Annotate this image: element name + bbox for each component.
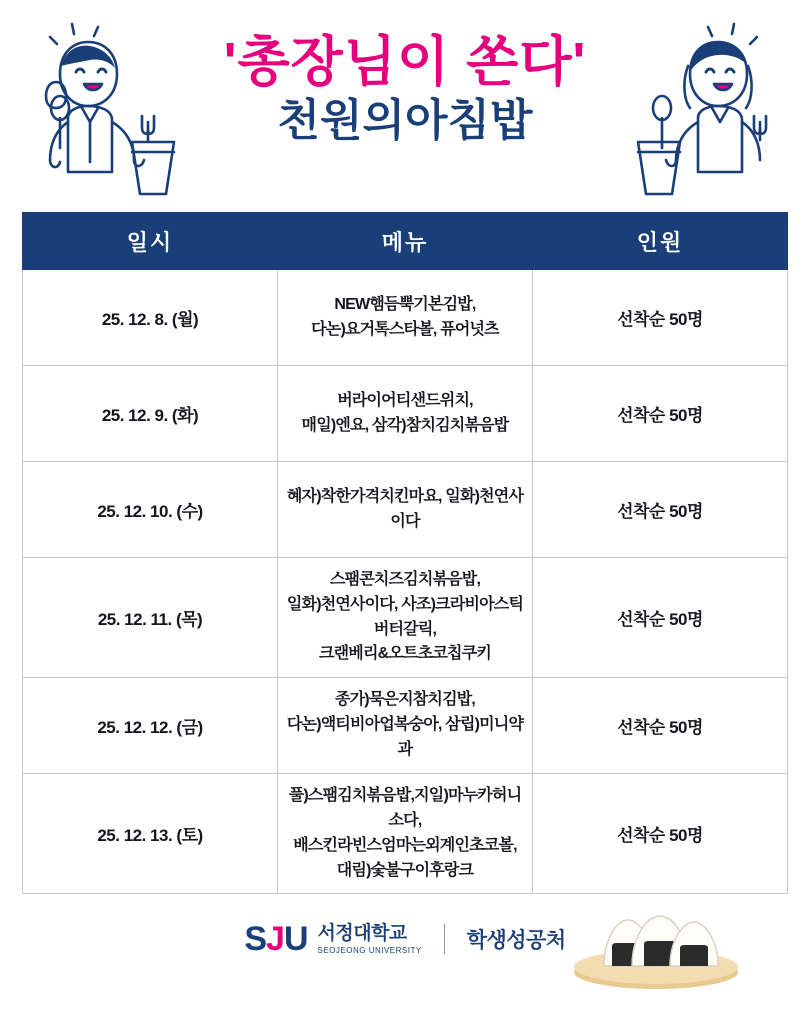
table-row xyxy=(23,774,788,894)
cell-menu xyxy=(278,558,533,678)
university-name-kr: 서정대학교 xyxy=(317,922,407,944)
department-name: 학생성공처 xyxy=(466,929,566,953)
logo-divider xyxy=(444,924,445,954)
university-name-en: SEOJEONG UNIVERSITY xyxy=(317,945,422,955)
cell-date: 25. 12. 9. (화) xyxy=(23,366,278,462)
menu-line: 종가)묵은지참치김밥, xyxy=(334,691,476,709)
cell-count: 선착순 50명 xyxy=(533,462,788,558)
poster-footer xyxy=(0,894,810,1012)
sju-logo-mark xyxy=(244,920,308,959)
menu-line: 크랜베리&오트초코칩쿠키 xyxy=(319,645,491,663)
menu-line: 스팸콘치즈김치볶음밥, xyxy=(329,571,481,588)
table-row xyxy=(23,558,788,678)
cell-menu xyxy=(278,678,533,774)
menu-line: 대림)숯불구이후랑크 xyxy=(336,861,474,879)
schedule-table-head xyxy=(23,213,788,270)
menu-line: 다논)액티비아업복숭아, 삼립)미니약과 xyxy=(286,716,524,759)
cell-count: 선착순 50명 xyxy=(533,270,788,366)
cell-menu xyxy=(278,774,533,894)
table-row xyxy=(23,678,788,774)
table-row xyxy=(23,462,788,558)
poster-title-sub: 천원의아침밥 xyxy=(277,95,533,145)
column-header-date: 일시 xyxy=(23,213,278,270)
sju-logo-text: SJU xyxy=(244,920,308,959)
menu-line: 풀)스팸김치볶음밥,지일)마누카허니소다, xyxy=(288,787,522,829)
cell-count: 선착순 50명 xyxy=(533,558,788,678)
cell-date: 25. 12. 8. (월) xyxy=(23,270,278,366)
table-header-row xyxy=(23,213,788,270)
cell-date: 25. 12. 13. (토) xyxy=(23,774,278,894)
menu-line: 혜자)착한가격치킨마요, 일화)천연사이다 xyxy=(286,487,524,530)
cell-menu xyxy=(278,270,533,366)
cell-menu xyxy=(278,462,533,558)
cell-date: 25. 12. 12. (금) xyxy=(23,678,278,774)
university-name-block xyxy=(318,924,422,955)
table-row xyxy=(23,270,788,366)
cell-count: 선착순 50명 xyxy=(533,366,788,462)
schedule-table-body xyxy=(23,270,788,894)
table-row xyxy=(23,366,788,462)
cell-date: 25. 12. 10. (수) xyxy=(23,462,278,558)
menu-line: NEW햄듬뿍기본김밥, xyxy=(334,295,476,313)
onigiri-illustration xyxy=(570,900,742,997)
menu-line: 배스킨라빈스엄마는외계인초코볼, xyxy=(293,836,517,854)
cell-date: 25. 12. 11. (목) xyxy=(23,558,278,678)
menu-line: 매일)엔요, 삼각)참치김치볶음밥 xyxy=(301,416,509,434)
cell-count: 선착순 50명 xyxy=(533,774,788,894)
poster-header xyxy=(0,0,810,212)
menu-line: 일화)천연사이다, 사조)크라비아스틱버터갈릭, xyxy=(286,595,524,638)
menu-line: 버라이어티샌드위치, xyxy=(337,391,473,409)
column-header-menu: 메뉴 xyxy=(278,213,533,270)
cell-count: 선착순 50명 xyxy=(533,678,788,774)
column-header-count: 인원 xyxy=(533,213,788,270)
poster-title-block xyxy=(0,34,810,145)
schedule-table-wrap xyxy=(22,212,788,894)
menu-line: 다논)요거톡스타볼, 퓨어넛츠 xyxy=(311,320,499,338)
schedule-table xyxy=(22,212,788,894)
cell-menu xyxy=(278,366,533,462)
poster-title-main: '총장님이 쏜다' xyxy=(223,32,587,92)
